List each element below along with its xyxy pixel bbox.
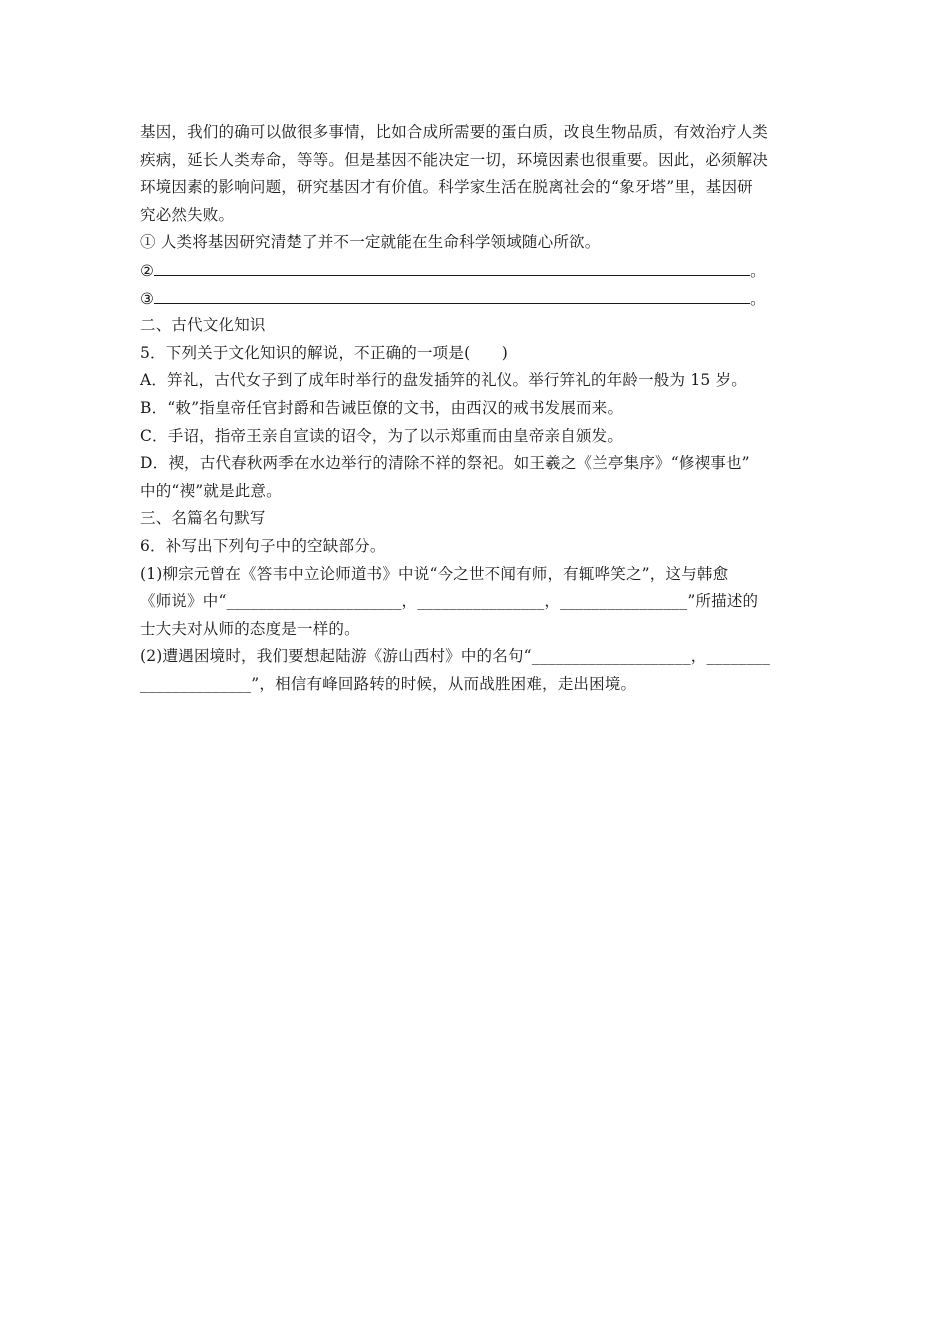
answer-2-end-mark: 。 bbox=[750, 261, 766, 280]
passage bbox=[140, 119, 812, 229]
answer-3-end-mark: 。 bbox=[750, 289, 766, 308]
option-d: D．禊，古代春秋两季在水边举行的清除不祥的祭祀。如王羲之《兰亭集序》“修禊事也” bbox=[140, 454, 750, 473]
answer-2-blank[interactable] bbox=[154, 257, 750, 276]
item-1-line: 《师说》中“______________________，________________，________________”所描述的 bbox=[140, 592, 759, 611]
option-a: A．笄礼，古代女子到了成年时举行的盘发插笄的礼仪。举行笄礼的年龄一般为 15 岁。 bbox=[140, 371, 747, 390]
document-page bbox=[140, 119, 812, 698]
answer-2-marker: ② bbox=[140, 261, 155, 280]
answer-3-marker: ③ bbox=[140, 289, 155, 308]
passage-line: 环境因素的影响问题，研究基因才有价值。科学家生活在脱离社会的“象牙塔”里，基因研 bbox=[140, 178, 753, 197]
answer-3-blank[interactable] bbox=[154, 285, 750, 304]
passage-line: 基因，我们的确可以做很多事情，比如合成所需要的蛋白质，改良生物品质，有效治疗人类 bbox=[140, 123, 769, 141]
passage-line: 究必然失败。 bbox=[140, 205, 235, 224]
section-3-heading: 三、名篇名句默写 bbox=[140, 509, 266, 528]
question-5: 5．下列关于文化知识的解说，不正确的一项是( ) bbox=[140, 343, 508, 362]
option-b: B．“敕”指皇帝任官封爵和告诫臣僚的文书，由西汉的戒书发展而来。 bbox=[140, 398, 624, 417]
passage-line: 疾病，延长人类寿命，等等。但是基因不能决定一切，环境因素也很重要。因此，必须解决 bbox=[140, 150, 769, 169]
option-d-continued: 中的“禊”就是此意。 bbox=[140, 481, 282, 500]
answer-2-row bbox=[140, 257, 812, 285]
question-6: 6．补写出下列句子中的空缺部分。 bbox=[140, 536, 386, 555]
item-2-line: (2)遭遇困境时，我们要想起陆游《游山西村》中的名句“____________________，________ bbox=[140, 647, 771, 666]
option-c: C．手诏，指帝王亲自宣读的诏令，为了以示郑重而由皇帝亲自颁发。 bbox=[140, 426, 624, 445]
section-2-heading: 二、古代文化知识 bbox=[140, 316, 266, 335]
answer-3-row bbox=[140, 285, 812, 313]
answer-1: ① 人类将基因研究清楚了并不一定就能在生命科学领域随心所欲。 bbox=[140, 233, 601, 252]
item-1-line: (1)柳宗元曾在《答韦中立论师道书》中说“今之世不闻有师，有辄哗笑之”，这与韩愈 bbox=[140, 564, 729, 583]
item-2-line: ______________”，相信有峰回路转的时候，从而战胜困难，走出困境。 bbox=[140, 674, 637, 693]
item-1-line: 士大夫对从师的态度是一样的。 bbox=[140, 619, 360, 638]
